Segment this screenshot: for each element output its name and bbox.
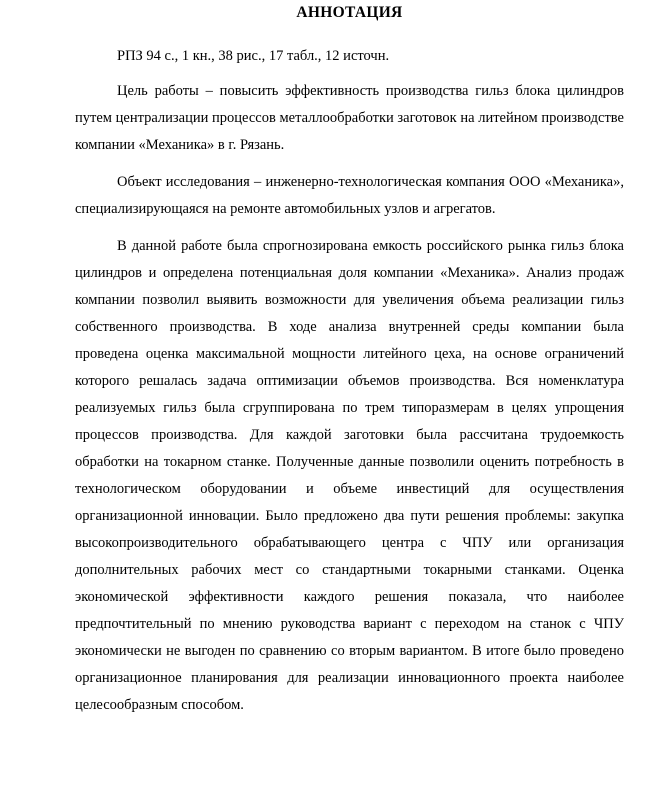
body-paragraph: В данной работе была спрогнозирована емкость российского рынка гильз блока цилиндров и определена потенциальная доля компании «Механика». Анализ продаж компании позволил выявить возможности для увеличения объема реализации гильз собственного производства. В ходе анализа внутренней среды компании была проведена оценка максимальной мощности литейного цеха, на основе ограничений которого решалась задача оптимизации объемов производства. Вся номенклатура реализуемых гильз была сгруппирована по трем типоразмерам в целях упрощения процессов производства. Для каждой заготовки была рассчитана трудоемкость обработки на токарном станке. Полученные данные позволили оценить потребность в технологическом оборудовании и объеме инвестиций для осуществления организационной инновации. Было предложено два пути решения проблемы: закупка высокопроизводительного обрабатывающего центра с ЧПУ или организация дополнительных рабочих мест со стандартными токарными станками. Оценка экономической эффективности каждого решения показала, что наиболее предпочтительный по мнению руководства вариант с переходом на станок с ЧПУ экономически не выгоден по сравнению со вторым вариантом. В итоге было проведено организационное планирования для реализации инновационного проекта наиболее целесообразным способом. (75, 238, 624, 713)
report-meta: РПЗ 94 с., 1 кн., 38 рис., 17 табл., 12 источн. (117, 48, 390, 64)
goal-paragraph: Цель работы – повысить эффективность производства гильз блока цилиндров путем централизации процессов металлообработки заготовок на литейном производстве компании «Механика» в г. Рязань. (75, 83, 624, 153)
page-title: АННОТАЦИЯ (296, 4, 403, 21)
object-paragraph: Объект исследования – инженерно-технологическая компания ООО «Механика», специализирующаяся на ремонте автомобильных узлов и агрегатов. (75, 174, 624, 217)
